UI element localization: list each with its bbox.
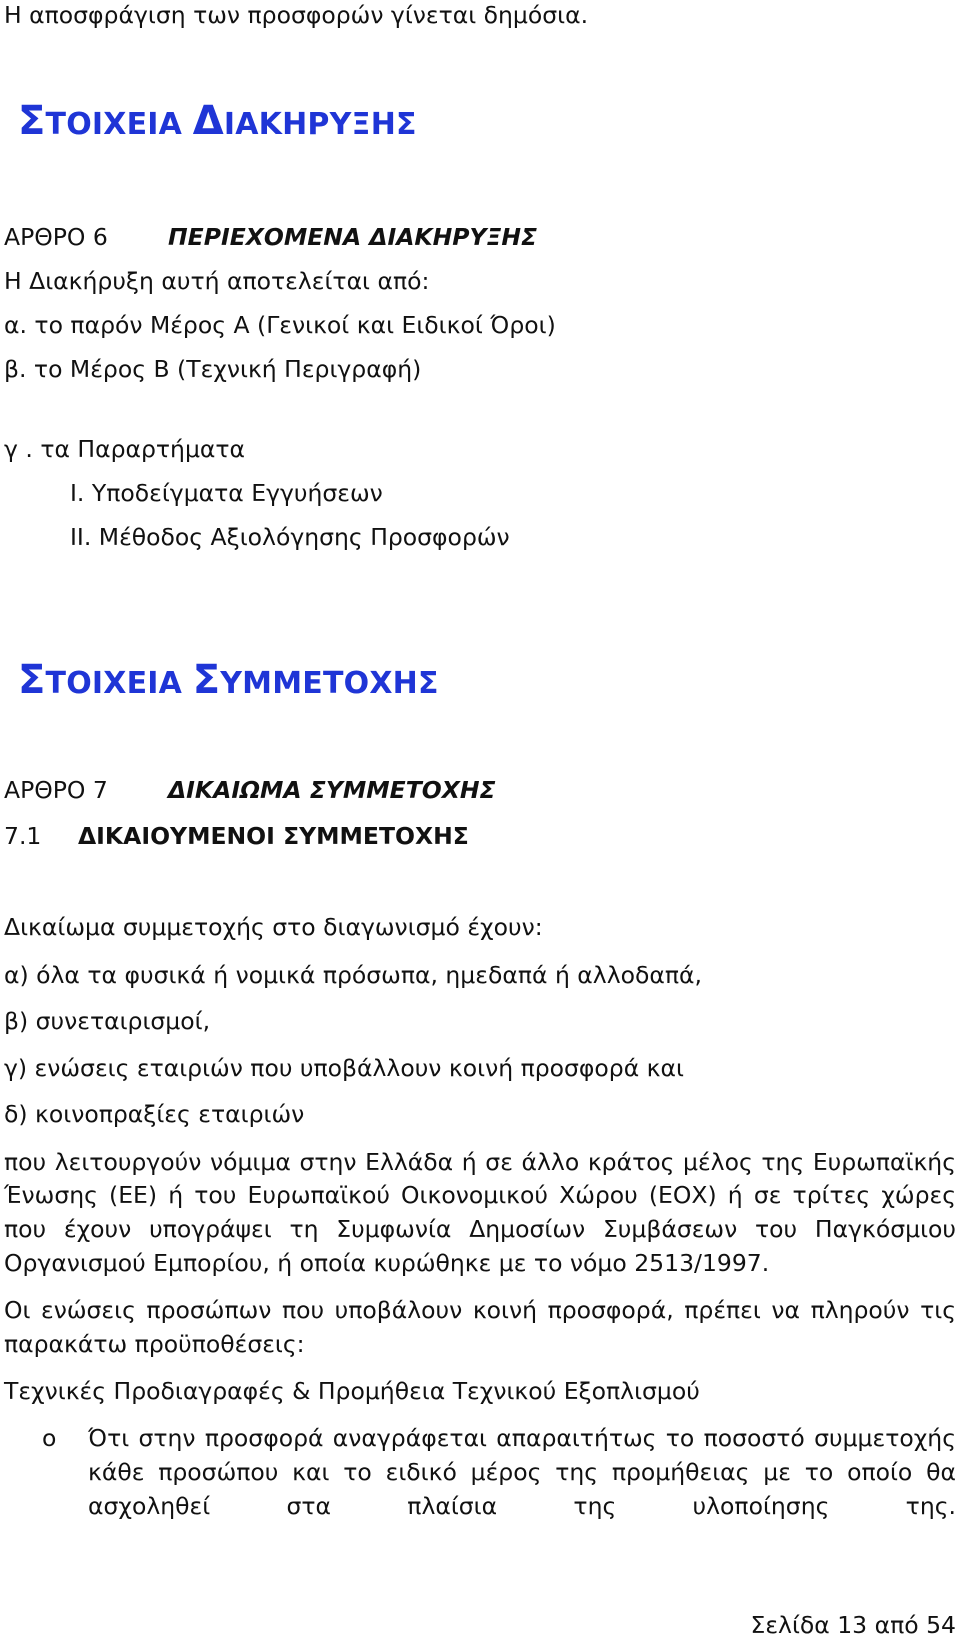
list-subitem: Ι. Υποδείγματα Εγγυήσεων <box>70 479 383 507</box>
heading-word: ΤΟΙΧΕΙΑ <box>45 666 193 701</box>
heading-initial: Σ <box>18 657 46 703</box>
heading-word: ΤΟΙΧΕΙΑ <box>45 107 193 142</box>
heading-initial: Δ <box>192 98 224 144</box>
article-6-number: ΑΡΘΡΟ 6 <box>4 223 108 251</box>
bullet-line: ασχοληθεί στα πλαίσια της υλοποίησης της. <box>88 1492 956 1520</box>
bullet-line: κάθε προσώπου και το ειδικό μέρος της προμήθειας με το οποίο θα <box>88 1458 956 1486</box>
article-6-intro: Η Διακήρυξη αυτή αποτελείται από: <box>4 267 430 295</box>
list-item: α. το παρόν Μέρος Α (Γενικοί και Ειδικοί Όροι) <box>4 311 556 339</box>
heading-initial: Σ <box>18 98 46 144</box>
list-item: δ) κοινοπραξίες εταιριών <box>4 1100 305 1128</box>
paragraph-line: που λειτουργούν νόμιμα στην Ελλάδα ή σε άλλο κράτος μέλος της Ευρωπαϊκής <box>4 1148 956 1176</box>
section-heading-participation-details <box>18 657 439 703</box>
list-item: β. το Μέρος Β (Τεχνική Περιγραφή) <box>4 355 422 383</box>
paragraph-line: που έχουν υπογράψει τη Συμφωνία Δημοσίων Συμβάσεων του Παγκόσμιου <box>4 1215 956 1243</box>
paragraph-line: παρακάτω προϋποθέσεις: <box>4 1330 305 1358</box>
bullet-marker: o <box>42 1424 57 1452</box>
list-item: α) όλα τα φυσικά ή νομικά πρόσωπα, ημεδαπά ή αλλοδαπά, <box>4 961 702 989</box>
heading-initial: Σ <box>192 657 221 703</box>
paragraph-line: Οι ενώσεις προσώπων που υποβάλουν κοινή προσφορά, πρέπει να πληρούν τις <box>4 1296 956 1324</box>
intro-paragraph: Η αποσφράγιση των προσφορών γίνεται δημόσια. <box>4 1 589 29</box>
bullet-line: Ότι στην προσφορά αναγράφεται απαραιτήτως το ποσοστό συμμετοχής <box>88 1424 956 1452</box>
subsection-number: 7.1 <box>4 822 42 850</box>
article-6-title: ΠΕΡΙΕΧΟΜΕΝΑ ΔΙΑΚΗΡΥΞΗΣ <box>168 223 538 251</box>
list-item: β) συνεταιρισμοί, <box>4 1007 211 1035</box>
list-subitem: ΙΙ. Μέθοδος Αξιολόγησης Προσφορών <box>70 523 510 551</box>
list-item: γ . τα Παραρτήματα <box>4 435 246 463</box>
section-heading-tender-details <box>18 98 417 144</box>
article-7-title: ΔΙΚΑΙΩΜΑ ΣΥΜΜΕΤΟΧΗΣ <box>168 776 496 804</box>
heading-word: ΙΑΚΗΡΥΞΗΣ <box>223 107 417 142</box>
paragraph-line: Ένωσης (ΕΕ) ή του Ευρωπαϊκού Οικονομικού Χώρου (ΕΟΧ) ή σε τρίτες χώρες <box>4 1181 956 1209</box>
page-number-footer: Σελίδα 13 από 54 <box>750 1611 956 1639</box>
subsection-title: ΔΙΚΑΙΟΥΜΕΝΟΙ ΣΥΜΜΕΤΟΧΗΣ <box>78 822 469 850</box>
article-7-number: ΑΡΘΡΟ 7 <box>4 776 108 804</box>
list-item: γ) ενώσεις εταιριών που υποβάλλουν κοινή προσφορά και <box>4 1054 684 1082</box>
heading-word: ΥΜΜΕΤΟΧΗΣ <box>220 666 439 701</box>
article-7-intro: Δικαίωμα συμμετοχής στο διαγωνισμό έχουν: <box>4 913 543 941</box>
subheading-technical-specs: Τεχνικές Προδιαγραφές & Προμήθεια Τεχνικού Εξοπλισμού <box>4 1377 700 1405</box>
paragraph-line: Οργανισμού Εμπορίου, ή οποία κυρώθηκε με το νόμο 2513/1997. <box>4 1249 770 1277</box>
